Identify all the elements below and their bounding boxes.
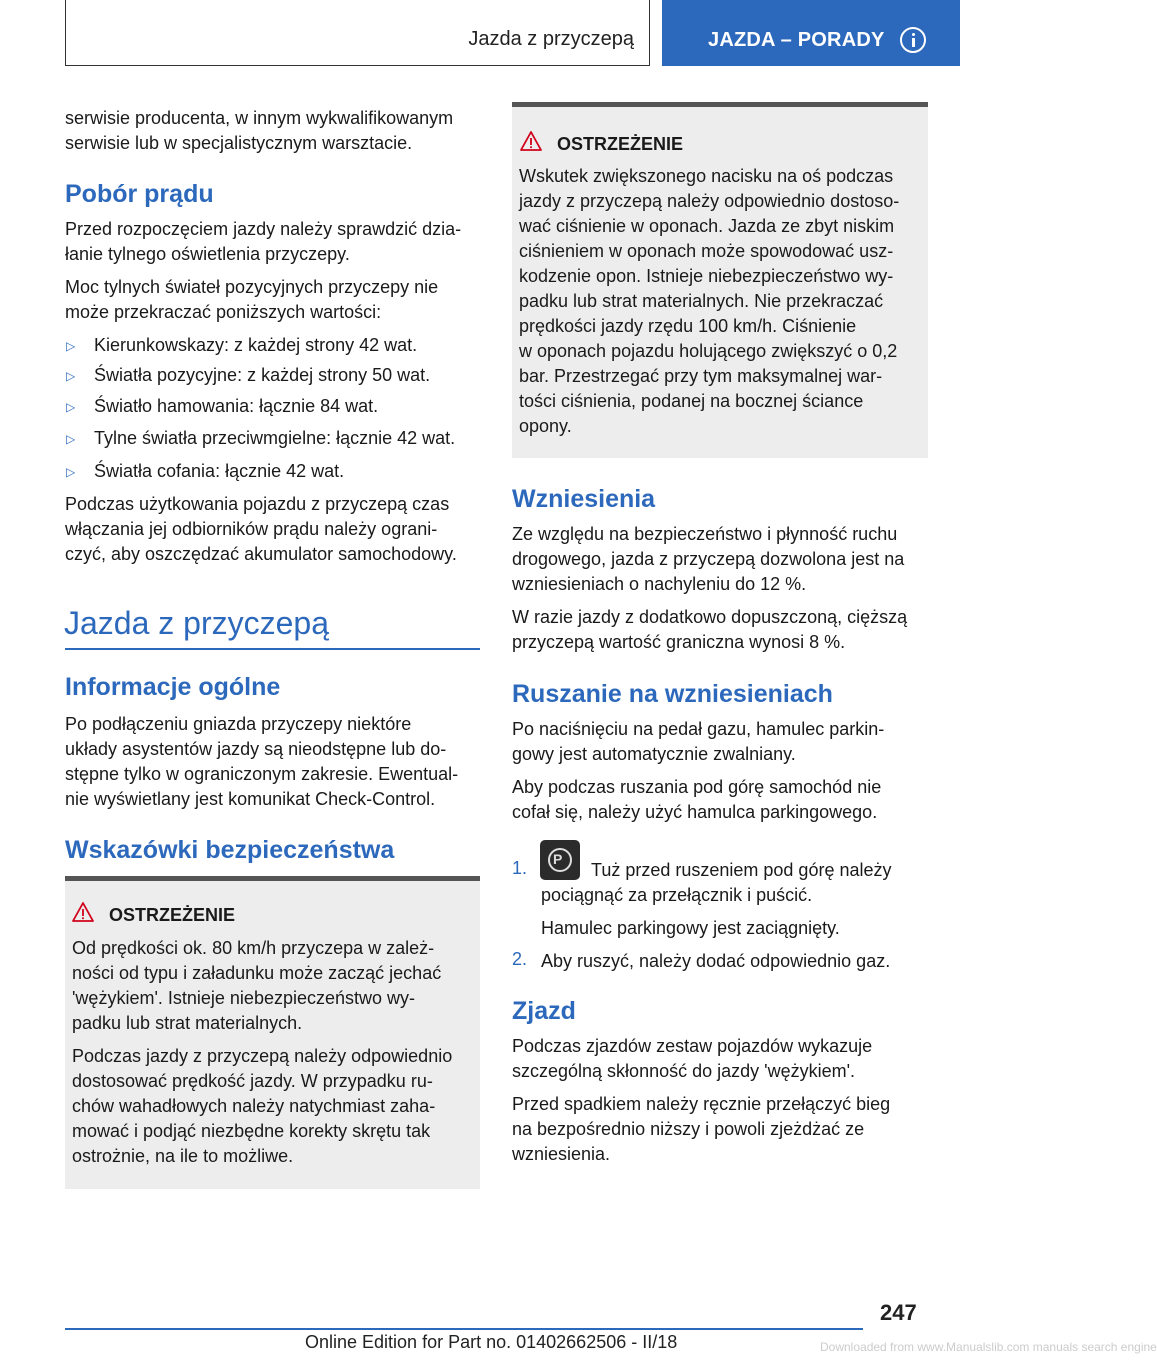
warn-left-l5: Podczas jazdy z przyczepą należy odpowiednio bbox=[72, 1046, 453, 1066]
info-l1: Po podłączeniu gniazda przyczepy niektóre bbox=[65, 714, 412, 734]
bullet-icon: ▷ bbox=[66, 465, 76, 479]
warn-right-l10: tości ciśnienia, podanej na bocznej ściance bbox=[519, 391, 864, 411]
warn-right-l3: wać ciśnienie w oponach. Jazda ze zbyt niskim bbox=[519, 216, 895, 236]
step2-line1: Aby ruszyć, należy dodać odpowiednio gaz. bbox=[541, 951, 891, 971]
descent-l5: wzniesienia. bbox=[512, 1144, 611, 1164]
bullet-item: Światła pozycyjne: z każdej strony 50 wat. bbox=[94, 365, 431, 385]
descent-l4: na bezpośrednio niższy i powoli zjeżdżać ze bbox=[512, 1119, 865, 1139]
hills-l1: Ze względu na bezpieczeństwo i płynność ruchu bbox=[512, 524, 898, 544]
warn-left-l6: dostosować prędkość jazdy. W przypadku ru- bbox=[72, 1071, 433, 1091]
chapter-heading: Jazda z przyczepą bbox=[64, 605, 330, 641]
pobor-p3-l2: włączania jej odbiorników prądu należy ograni- bbox=[65, 519, 438, 539]
bullet-item: Światło hamowania: łącznie 84 wat. bbox=[94, 396, 379, 416]
parking-brake-icon: P bbox=[540, 840, 580, 880]
step1-line1: Tuż przed ruszeniem pod górę należy bbox=[591, 860, 892, 880]
warn-left-l7: chów wahadłowych należy natychmiast zaha- bbox=[72, 1096, 436, 1116]
intro-line-1: serwisie producenta, w innym wykwalifikowanym bbox=[65, 108, 454, 128]
pobor-p2-l2: może przekraczać poniższych wartości: bbox=[65, 302, 382, 322]
info-l4: nie wyświetlany jest komunikat Check-Control. bbox=[65, 789, 436, 809]
bullet-item: Światła cofania: łącznie 42 wat. bbox=[94, 461, 345, 481]
pobor-p1-l1: Przed rozpoczęciem jazdy należy sprawdzić dzia- bbox=[65, 219, 462, 239]
descent-l1: Podczas zjazdów zestaw pojazdów wykazuje bbox=[512, 1036, 873, 1056]
chapter-rule bbox=[65, 648, 480, 650]
pobor-p2-l1: Moc tylnych świateł pozycyjnych przyczepy nie bbox=[65, 277, 439, 297]
step-number: 1. bbox=[512, 858, 528, 878]
warning-label-left: OSTRZEŻENIE bbox=[109, 905, 236, 925]
warn-left-l1: Od prędkości ok. 80 km/h przyczepa w zależ- bbox=[72, 938, 435, 958]
warn-right-l2: jazdy z przyczepą należy odpowiednio dostoso- bbox=[519, 191, 900, 211]
step1-result: Hamulec parkingowy jest zaciągnięty. bbox=[541, 918, 840, 938]
warn-right-l5: kodzenie opon. Istnieje niebezpieczeństwo wy- bbox=[519, 266, 894, 286]
info-l2: układy asystentów jazdy są nieodstępne lub do- bbox=[65, 739, 447, 759]
pobor-p3-l1: Podczas użytkowania pojazdu z przyczepą czas bbox=[65, 494, 450, 514]
pobor-p3-l3: czyć, aby oszczędzać akumulator samochodowy. bbox=[65, 544, 457, 564]
warning-label-right: OSTRZEŻENIE bbox=[557, 134, 684, 154]
hills-l2: drogowego, jazda z przyczepą dozwolona jest na bbox=[512, 549, 905, 569]
footer-rule bbox=[65, 1328, 863, 1330]
start-l3: Aby podczas ruszania pod górę samochód nie bbox=[512, 777, 882, 797]
warn-right-l11: opony. bbox=[519, 416, 572, 436]
warn-left-l4: padku lub strat materialnych. bbox=[72, 1013, 303, 1033]
descent-l2: szczególną skłonność do jazdy 'wężykiem'. bbox=[512, 1061, 856, 1081]
watermark: Downloaded from www.Manualslib.com manuals search engine bbox=[820, 1340, 1157, 1354]
bullet-item: Tylne światła przeciwmgielne: łącznie 42 wat. bbox=[94, 428, 456, 448]
hills-l3: wzniesieniach o nachyleniu do 12 %. bbox=[512, 574, 807, 594]
hills-l4: W razie jazdy z dodatkowo dopuszczoną, cięższą bbox=[512, 607, 908, 627]
edition-text: Online Edition for Part no. 01402662506 - II/18 bbox=[305, 1332, 678, 1352]
warn-left-l3: 'wężykiem'. Istnieje niebezpieczeństwo wy- bbox=[72, 988, 416, 1008]
warn-left-l9: ostrożnie, na ile to możliwe. bbox=[72, 1146, 294, 1166]
heading-hills: Wzniesienia bbox=[512, 485, 656, 513]
warn-right-l8: w oponach pojazdu holującego zwiększyć o 0,2 bbox=[519, 341, 898, 361]
start-l2: gowy jest automatycznie zwalniany. bbox=[512, 744, 796, 764]
warn-right-l4: ciśnieniem w oponach może spowodować usz- bbox=[519, 241, 894, 261]
heading-safety: Wskazówki bezpieczeństwa bbox=[65, 836, 395, 864]
page-number: 247 bbox=[880, 1300, 917, 1325]
heading-descent: Zjazd bbox=[512, 997, 576, 1025]
heading-start: Ruszanie na wzniesieniach bbox=[512, 680, 833, 708]
start-l1: Po naciśnięciu na pedał gazu, hamulec parkin- bbox=[512, 719, 885, 739]
warn-left-l2: ności od typu i załadunku może zacząć jechać bbox=[72, 963, 442, 983]
bullet-icon: ▷ bbox=[66, 432, 76, 446]
bullet-icon: ▷ bbox=[66, 339, 76, 353]
bullet-icon: ▷ bbox=[66, 400, 76, 414]
warn-right-l6: padku lub strat materialnych. Nie przekraczać bbox=[519, 291, 884, 311]
heading-info: Informacje ogólne bbox=[65, 673, 281, 701]
section-title: Jazda z przyczepą bbox=[468, 28, 634, 50]
hills-l5: przyczepą wartość graniczna wynosi 8 %. bbox=[512, 632, 846, 652]
warn-left-l8: mować i podjąć niezbędne korekty skrętu tak bbox=[72, 1121, 431, 1141]
warning-triangle-icon bbox=[520, 131, 542, 151]
heading-pobor: Pobór prądu bbox=[65, 180, 214, 208]
start-l4: cofał się, należy użyć hamulca parkingowego. bbox=[512, 802, 878, 822]
intro-line-2: serwisie lub w specjalistycznym warsztacie. bbox=[65, 133, 413, 153]
pobor-p1-l2: łanie tylnego oświetlenia przyczepy. bbox=[65, 244, 350, 264]
warn-right-l7: prędkości jazdy rzędu 100 km/h. Ciśnienie bbox=[519, 316, 857, 336]
warn-right-l9: bar. Przestrzegać przy tym maksymalnej war- bbox=[519, 366, 883, 386]
descent-l3: Przed spadkiem należy ręcznie przełączyć bieg bbox=[512, 1094, 891, 1114]
warning-triangle-icon bbox=[72, 902, 94, 922]
step1-line2: pociągnąć za przełącznik i puścić. bbox=[541, 885, 813, 905]
bullet-item: Kierunkowskazy: z każdej strony 42 wat. bbox=[94, 335, 418, 355]
bullet-icon: ▷ bbox=[66, 369, 76, 383]
info-l3: stępne tylko w ograniczonym zakresie. Ewentual- bbox=[65, 764, 459, 784]
warn-right-l1: Wskutek zwiększonego nacisku na oś podczas bbox=[519, 166, 894, 186]
step-number: 2. bbox=[512, 949, 528, 969]
info-icon[interactable] bbox=[900, 27, 926, 53]
chapter-label: JAZDA – PORADY bbox=[708, 29, 885, 51]
